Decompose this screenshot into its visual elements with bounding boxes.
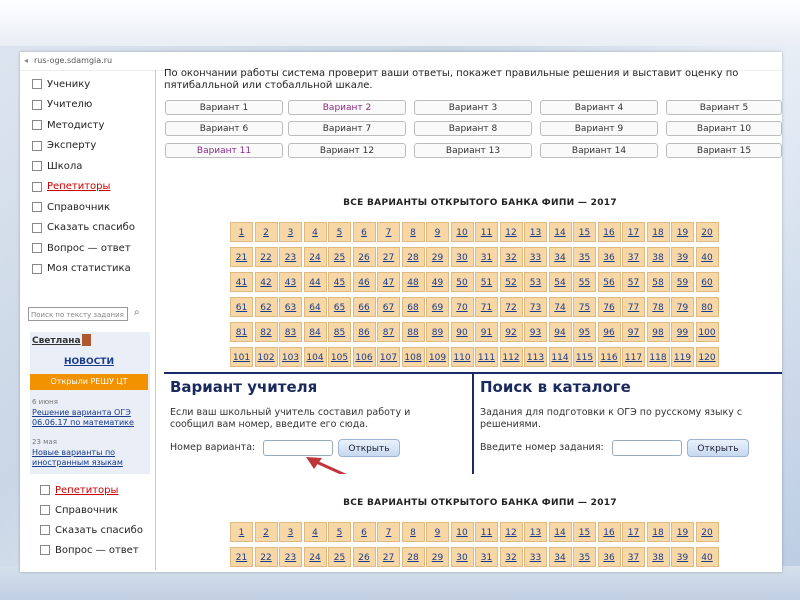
- bank-cell[interactable]: 51: [475, 272, 498, 292]
- bank-cell[interactable]: 15: [573, 222, 596, 242]
- bank-cell[interactable]: 19: [671, 522, 694, 542]
- sidebar-item[interactable]: [32, 179, 110, 195]
- bank-cell[interactable]: 6: [353, 222, 376, 242]
- sidebar-item-label: Сказать спасибо: [47, 222, 135, 233]
- sidebar-item[interactable]: [32, 240, 131, 256]
- bank-cell[interactable]: 101: [230, 347, 253, 367]
- sidebar-item[interactable]: [32, 220, 135, 236]
- checkbox-icon: [32, 264, 42, 274]
- bank-cell[interactable]: 16: [598, 222, 621, 242]
- bank-cell[interactable]: 50: [451, 272, 474, 292]
- bank-cell[interactable]: 12: [500, 222, 523, 242]
- bank-cell[interactable]: 64: [304, 297, 327, 317]
- bank-cell[interactable]: 30: [451, 247, 474, 267]
- news-heading[interactable]: НОВОСТИ: [64, 357, 114, 367]
- search-input[interactable]: Поиск по тексту задания: [28, 307, 128, 321]
- user-name[interactable]: Светлана: [32, 336, 81, 346]
- bank-cell[interactable]: 115: [573, 347, 596, 367]
- sidebar-item-label: Справочник: [47, 201, 110, 213]
- bank-cell[interactable]: 70: [451, 297, 474, 317]
- bank-cell[interactable]: 17: [622, 222, 645, 242]
- checkbox-icon: [32, 243, 42, 253]
- bank-cell[interactable]: 87: [377, 322, 400, 342]
- bank-cell[interactable]: 39: [671, 247, 694, 267]
- bank-cell[interactable]: 108: [402, 347, 425, 367]
- checkbox-icon: [32, 100, 42, 110]
- bank-cell[interactable]: 62: [255, 297, 278, 317]
- sidebar-item-label: Эксперту: [47, 140, 97, 151]
- sidebar-item[interactable]: [40, 522, 143, 538]
- bank-cell[interactable]: 77: [622, 297, 645, 317]
- bank-cell[interactable]: 8: [402, 222, 425, 242]
- variant-button[interactable]: Вариант 13: [414, 143, 532, 158]
- sidebar-item[interactable]: [40, 482, 118, 498]
- sidebar-item-label: Справочник: [55, 504, 118, 516]
- sidebar-item-label: Ученику: [47, 78, 91, 90]
- bank-cell[interactable]: 29: [426, 247, 449, 267]
- bank-cell[interactable]: 55: [573, 272, 596, 292]
- bank-cell[interactable]: 102: [255, 347, 278, 367]
- bank-cell[interactable]: 33: [524, 547, 547, 567]
- bank-cell[interactable]: 76: [598, 297, 621, 317]
- bank-cell[interactable]: 61: [230, 297, 253, 317]
- bank-cell[interactable]: 103: [279, 347, 302, 367]
- bank-cell[interactable]: 110: [451, 347, 474, 367]
- bank-cell[interactable]: 59: [671, 272, 694, 292]
- bank-cell[interactable]: 15: [573, 522, 596, 542]
- checkbox-icon: [32, 223, 42, 233]
- bank-cell[interactable]: 37: [622, 247, 645, 267]
- checkbox-icon: [32, 161, 42, 171]
- bank-cell[interactable]: 27: [377, 547, 400, 567]
- bank-cell[interactable]: 56: [598, 272, 621, 292]
- bank-cell[interactable]: 96: [598, 322, 621, 342]
- bank-cell[interactable]: 14: [549, 222, 572, 242]
- bank-cell[interactable]: 26: [353, 547, 376, 567]
- bank-cell[interactable]: 111: [475, 347, 498, 367]
- bank-cell[interactable]: 22: [255, 247, 278, 267]
- sidebar-item-label: Сказать спасибо: [55, 524, 143, 536]
- bank-cell[interactable]: 65: [328, 297, 351, 317]
- news-link[interactable]: Новые варианты по иностранным языкам: [32, 448, 123, 467]
- bank-cell[interactable]: 11: [475, 522, 498, 542]
- bank-cell[interactable]: 46: [353, 272, 376, 292]
- bank-cell[interactable]: 107: [377, 347, 400, 367]
- bank-cell[interactable]: 84: [304, 322, 327, 342]
- variant-button[interactable]: Вариант 1: [165, 100, 283, 115]
- bank-cell[interactable]: 21: [230, 247, 253, 267]
- bank-cell[interactable]: 104: [304, 347, 327, 367]
- bank-cell[interactable]: 74: [549, 297, 572, 317]
- bank-cell[interactable]: 119: [671, 347, 694, 367]
- bank-cell[interactable]: 7: [377, 222, 400, 242]
- bank-cell[interactable]: 21: [230, 547, 253, 567]
- bank-cell[interactable]: 60: [696, 272, 719, 292]
- bank-cell[interactable]: 117: [622, 347, 645, 367]
- sidebar-item-label: Вопрос — ответ: [55, 544, 139, 556]
- bank-cell[interactable]: 5: [328, 522, 351, 542]
- bank-cell[interactable]: 8: [402, 522, 425, 542]
- bank-cell[interactable]: 72: [500, 297, 523, 317]
- bank-cell[interactable]: 19: [671, 222, 694, 242]
- variant-number-label: Номер варианта:: [170, 442, 256, 453]
- sidebar-item-label: Репетиторы: [55, 484, 119, 496]
- sidebar: [20, 70, 155, 510]
- bank-cell[interactable]: 94: [549, 322, 572, 342]
- bank-cell[interactable]: 32: [500, 547, 523, 567]
- bank-cell[interactable]: 11: [475, 222, 498, 242]
- bank-cell[interactable]: 35: [573, 247, 596, 267]
- variant-button[interactable]: Вариант 14: [540, 143, 658, 158]
- bank-cell[interactable]: 32: [500, 247, 523, 267]
- variant-button[interactable]: Вариант 15: [666, 143, 782, 158]
- bank-cell[interactable]: 36: [598, 247, 621, 267]
- sidebar-item-label: Учителю: [47, 99, 93, 110]
- bank-cell[interactable]: 35: [573, 547, 596, 567]
- bank-cell[interactable]: 73: [524, 297, 547, 317]
- bank-cell[interactable]: 43: [279, 272, 302, 292]
- news-date: 23 мая: [32, 438, 57, 446]
- intro-text: По окончании работы система проверит ваши ответы, покажет правильные решения и выставит оценку по пятибалльной или стобалльной шкале.: [164, 68, 739, 91]
- bank-cell[interactable]: 92: [500, 322, 523, 342]
- bank-cell[interactable]: 3: [279, 222, 302, 242]
- bank-cell[interactable]: 89: [426, 322, 449, 342]
- bank-cell[interactable]: 26: [353, 247, 376, 267]
- bank-cell[interactable]: 33: [524, 247, 547, 267]
- bank-cell[interactable]: 4: [304, 522, 327, 542]
- bank-cell[interactable]: 17: [622, 522, 645, 542]
- sidebar-divider: [155, 474, 156, 570]
- open-variant-button[interactable]: Открыть: [338, 439, 400, 457]
- bank-cell[interactable]: 34: [549, 547, 572, 567]
- checkbox-icon: [40, 505, 50, 515]
- checkbox-icon: [40, 545, 50, 555]
- bank-cell[interactable]: 69: [426, 297, 449, 317]
- bank-cell[interactable]: 98: [647, 322, 670, 342]
- bank-cell[interactable]: 13: [524, 222, 547, 242]
- bank-cell[interactable]: 53: [524, 272, 547, 292]
- sidebar-item[interactable]: [32, 199, 110, 215]
- bank-cell[interactable]: 67: [377, 297, 400, 317]
- bank-cell[interactable]: 120: [696, 347, 719, 367]
- bank-cell[interactable]: 24: [304, 247, 327, 267]
- checkbox-icon: [32, 79, 42, 89]
- variant-button[interactable]: Вариант 5: [666, 100, 782, 115]
- sidebar-item[interactable]: [32, 158, 82, 174]
- bank-cell[interactable]: 20: [696, 522, 719, 542]
- sidebar-item[interactable]: [32, 117, 104, 133]
- bank-cell[interactable]: 81: [230, 322, 253, 342]
- bank-cell[interactable]: 100: [696, 322, 719, 342]
- catalog-panel-title: Поиск в каталоге: [480, 378, 631, 396]
- bank-cell[interactable]: 10: [451, 522, 474, 542]
- bank-cell[interactable]: 40: [696, 547, 719, 567]
- checkbox-icon: [40, 525, 50, 535]
- book-icon[interactable]: [82, 334, 91, 346]
- bank-cell[interactable]: 39: [671, 547, 694, 567]
- bank-cell[interactable]: 25: [328, 247, 351, 267]
- variant-button[interactable]: Вариант 4: [540, 100, 658, 115]
- bank-cell[interactable]: 2: [255, 522, 278, 542]
- variant-button[interactable]: Вариант 7: [288, 121, 406, 136]
- bank-cell[interactable]: 105: [328, 347, 351, 367]
- address-url: rus-oge.sdamgia.ru: [34, 56, 113, 65]
- variant-button[interactable]: Вариант 8: [414, 121, 532, 136]
- bank-cell[interactable]: 16: [598, 522, 621, 542]
- bank-cell[interactable]: 49: [426, 272, 449, 292]
- bank-cell[interactable]: 31: [475, 547, 498, 567]
- bank-cell[interactable]: 37: [622, 547, 645, 567]
- checkbox-icon: [32, 120, 42, 130]
- bank-cell[interactable]: 29: [426, 547, 449, 567]
- bank-cell[interactable]: 78: [647, 297, 670, 317]
- bank-cell[interactable]: 106: [353, 347, 376, 367]
- task-number-label: Введите номер задания:: [480, 442, 604, 453]
- sidebar-item-label: Моя статистика: [47, 263, 131, 274]
- sidebar-divider: [155, 70, 156, 510]
- bank-cell[interactable]: 28: [402, 547, 425, 567]
- bank-cell[interactable]: 88: [402, 322, 425, 342]
- variant-button[interactable]: Вариант 11: [165, 143, 283, 158]
- bank-cell[interactable]: 31: [475, 247, 498, 267]
- bank-cell[interactable]: 22: [255, 547, 278, 567]
- catalog-panel-text: Задания для подготовки к ОГЭ по русскому языку с решениями.: [480, 407, 743, 430]
- teacher-panel-text: Если ваш школьный учитель составил работу и сообщил вам номер, введите его сюда.: [170, 407, 411, 430]
- bank-cell[interactable]: 118: [647, 347, 670, 367]
- sidebar-item[interactable]: [40, 542, 139, 558]
- bank-cell[interactable]: 14: [549, 522, 572, 542]
- bank-cell[interactable]: 97: [622, 322, 645, 342]
- bank-cell[interactable]: 116: [598, 347, 621, 367]
- checkbox-icon: [32, 141, 42, 151]
- bank-cell[interactable]: 113: [524, 347, 547, 367]
- bank-cell[interactable]: 23: [279, 547, 302, 567]
- bank-cell[interactable]: 4: [304, 222, 327, 242]
- bank-cell[interactable]: 7: [377, 522, 400, 542]
- browser-screenshot-lower: [20, 474, 782, 570]
- bank-cell[interactable]: 40: [696, 247, 719, 267]
- bank-cell[interactable]: 58: [647, 272, 670, 292]
- bank-cell[interactable]: 112: [500, 347, 523, 367]
- bank-cell[interactable]: 82: [255, 322, 278, 342]
- sidebar-item[interactable]: [32, 97, 92, 113]
- variant-button[interactable]: Вариант 3: [414, 100, 532, 115]
- bank-cell[interactable]: 12: [500, 522, 523, 542]
- bank-cell[interactable]: 1: [230, 222, 253, 242]
- bank-cell[interactable]: 83: [279, 322, 302, 342]
- bank-cell[interactable]: 57: [622, 272, 645, 292]
- bank-cell[interactable]: 38: [647, 247, 670, 267]
- sidebar-item[interactable]: [40, 502, 118, 518]
- bank-cell[interactable]: 44: [304, 272, 327, 292]
- sidebar-item-label: Вопрос — ответ: [47, 242, 131, 254]
- checkbox-icon: [32, 202, 42, 212]
- bank-cell[interactable]: 30: [451, 547, 474, 567]
- bank-cell[interactable]: 95: [573, 322, 596, 342]
- sidebar-item[interactable]: [32, 261, 131, 277]
- bank-cell[interactable]: 13: [524, 522, 547, 542]
- bank-cell[interactable]: 23: [279, 247, 302, 267]
- bank-title: ВСЕ ВАРИАНТЫ ОТКРЫТОГО БАНКА ФИПИ — 2017: [343, 198, 617, 208]
- news-date: 6 июня: [32, 398, 58, 406]
- bank-cell[interactable]: 9: [426, 522, 449, 542]
- bank-cell[interactable]: 3: [279, 522, 302, 542]
- teacher-panel-title: Вариант учителя: [170, 378, 318, 396]
- bank-cell[interactable]: 1: [230, 522, 253, 542]
- bank-cell[interactable]: 63: [279, 297, 302, 317]
- news-link[interactable]: Решение варианта ОГЭ 06.06.17 по математике: [32, 408, 134, 427]
- variant-button[interactable]: Вариант 2: [288, 100, 406, 115]
- bank-cell[interactable]: 38: [647, 547, 670, 567]
- bank-cell[interactable]: 27: [377, 247, 400, 267]
- bank-cell[interactable]: 34: [549, 247, 572, 267]
- bank-cell[interactable]: 109: [426, 347, 449, 367]
- sidebar-item[interactable]: [32, 138, 96, 154]
- task-number-input[interactable]: [612, 440, 682, 456]
- ct-banner-button[interactable]: Открыли РЕШУ ЦТ: [30, 374, 148, 390]
- variant-button[interactable]: Вариант 6: [165, 121, 283, 136]
- bank-cell[interactable]: 93: [524, 322, 547, 342]
- bank-cell[interactable]: 20: [696, 222, 719, 242]
- variant-button[interactable]: Вариант 10: [666, 121, 782, 136]
- bank-cell[interactable]: 85: [328, 322, 351, 342]
- bank-cell[interactable]: 99: [671, 322, 694, 342]
- bank-cell[interactable]: 48: [402, 272, 425, 292]
- sidebar-item-label: Школа: [47, 160, 83, 172]
- back-arrow-icon[interactable]: ◂: [24, 56, 29, 65]
- bank-cell[interactable]: 6: [353, 522, 376, 542]
- bank-cell[interactable]: 10: [451, 222, 474, 242]
- sidebar-item-label: Методисту: [47, 119, 105, 131]
- bank-cell[interactable]: 41: [230, 272, 253, 292]
- bank-cell[interactable]: 91: [475, 322, 498, 342]
- variant-button[interactable]: Вариант 12: [288, 143, 406, 158]
- bank-cell[interactable]: 18: [647, 222, 670, 242]
- bank-cell[interactable]: 79: [671, 297, 694, 317]
- bank-cell[interactable]: 71: [475, 297, 498, 317]
- bank-title-lower: ВСЕ ВАРИАНТЫ ОТКРЫТОГО БАНКА ФИПИ — 2017: [343, 498, 617, 508]
- bank-cell[interactable]: 18: [647, 522, 670, 542]
- bank-cell[interactable]: 114: [549, 347, 572, 367]
- bank-cell[interactable]: 25: [328, 547, 351, 567]
- sidebar-item[interactable]: [32, 76, 90, 92]
- bank-cell[interactable]: 36: [598, 547, 621, 567]
- checkbox-icon: [40, 485, 50, 495]
- search-icon[interactable]: ⌕: [134, 307, 140, 318]
- checkbox-icon: [32, 182, 42, 192]
- slide-top-band: [0, 0, 800, 46]
- bank-cell[interactable]: 75: [573, 297, 596, 317]
- bank-cell[interactable]: 54: [549, 272, 572, 292]
- bank-cell[interactable]: 24: [304, 547, 327, 567]
- bank-cell[interactable]: 66: [353, 297, 376, 317]
- variant-button[interactable]: Вариант 9: [540, 121, 658, 136]
- panels-divider: [472, 374, 474, 476]
- bank-cell[interactable]: 90: [451, 322, 474, 342]
- sidebar-item-label: Репетиторы: [47, 181, 111, 192]
- bank-cell[interactable]: 5: [328, 222, 351, 242]
- bank-cell[interactable]: 80: [696, 297, 719, 317]
- bank-cell[interactable]: 9: [426, 222, 449, 242]
- bank-cell[interactable]: 68: [402, 297, 425, 317]
- bank-cell[interactable]: 47: [377, 272, 400, 292]
- bank-cell[interactable]: 42: [255, 272, 278, 292]
- bank-cell[interactable]: 52: [500, 272, 523, 292]
- bank-cell[interactable]: 86: [353, 322, 376, 342]
- bank-cell[interactable]: 2: [255, 222, 278, 242]
- bank-cell[interactable]: 28: [402, 247, 425, 267]
- bank-cell[interactable]: 45: [328, 272, 351, 292]
- open-task-button[interactable]: Открыть: [687, 439, 749, 457]
